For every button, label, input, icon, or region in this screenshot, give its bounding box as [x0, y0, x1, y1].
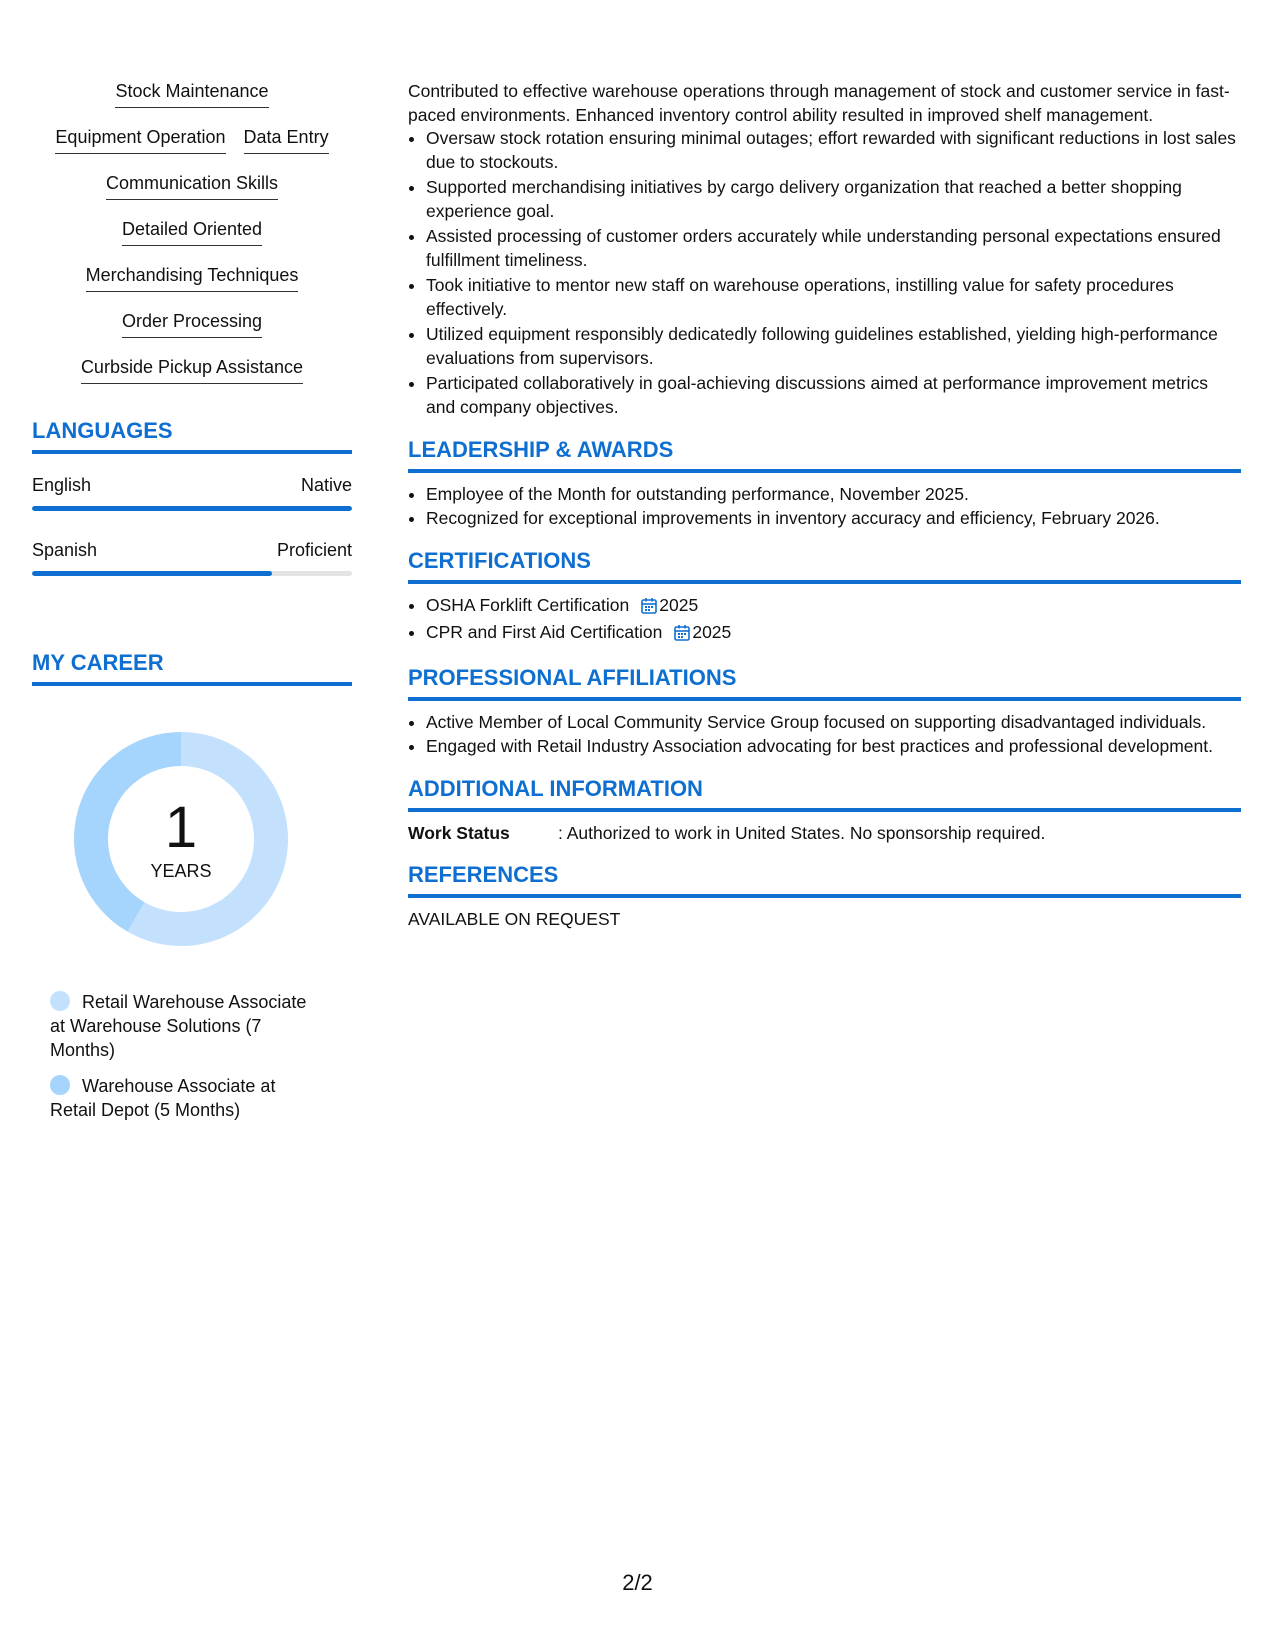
legend-dot [50, 1075, 70, 1095]
legend-item [50, 990, 320, 1062]
certification-name: OSHA Forklift Certification [426, 595, 630, 615]
leadership-section [408, 437, 1241, 530]
list-item: • Took initiative to mentor new staff on warehouse operations, instilling value for safety procedures effectively. [426, 274, 1241, 321]
skill-tag: Communication Skills [106, 172, 278, 200]
affiliations-section [408, 665, 1241, 758]
language-item [32, 539, 352, 576]
language-level: Proficient [276, 540, 352, 560]
skill-tag: Detailed Oriented [122, 218, 262, 246]
experience-summary: Contributed to effective warehouse operations through management of stock and customer service in fast-paced environments. Enhanced inventory control ability resulted in improved shelf management. [408, 81, 1230, 125]
work-status-row [408, 822, 1241, 844]
certifications-heading: CERTIFICATIONS [408, 548, 1241, 584]
skill-tag: Curbside Pickup Assistance [81, 356, 303, 384]
calendar-icon [674, 624, 690, 648]
skill-tag: Stock Maintenance [115, 80, 268, 108]
list-item: • Recognized for exceptional improvements in inventory accuracy and efficiency, February 2026. [426, 507, 1241, 531]
skill-tag: Equipment Operation [55, 126, 225, 154]
references-heading: REFERENCES [408, 862, 1241, 898]
references-text: AVAILABLE ON REQUEST [408, 909, 621, 929]
language-bar [32, 506, 352, 511]
work-status-label: Work Status [408, 823, 510, 843]
language-name: Spanish [32, 540, 98, 560]
work-status-value: : Authorized to work in United States. No sponsorship required. [558, 823, 1046, 843]
certification-year: 2025 [692, 621, 732, 642]
list-item: • Assisted processing of customer orders accurately while understanding personal expectations ensured fulfillment timeliness. [426, 225, 1241, 272]
language-level: Native [300, 475, 352, 495]
legend-item [50, 1074, 320, 1122]
legend-label: Retail Warehouse Associate at Warehouse Solutions (7 Months) [50, 992, 307, 1060]
list-item: • Active Member of Local Community Service Group focused on supporting disadvantaged individuals. [426, 711, 1241, 735]
language-bar-fill [32, 506, 352, 511]
skill-tag: Data Entry [244, 126, 329, 154]
certification-year: 2025 [659, 595, 699, 615]
career-total: 1 [164, 794, 198, 860]
languages-section [32, 418, 352, 576]
legend-label: Warehouse Associate at Retail Depot (5 Months) [50, 1076, 276, 1120]
sidebar [32, 80, 352, 1134]
certification-item [426, 594, 1241, 621]
skill-tag: Order Processing [122, 310, 262, 338]
career-legend [50, 990, 320, 1122]
calendar-icon [641, 597, 657, 621]
career-section [32, 650, 352, 1122]
additional-info-section [408, 776, 1241, 844]
certifications-section [408, 548, 1241, 647]
main-content [408, 80, 1241, 930]
language-bar [32, 571, 352, 576]
list-item: • Employee of the Month for outstanding performance, November 2025. [426, 483, 1241, 507]
page-number: 2/2 [622, 1570, 653, 1595]
certification-name: CPR and First Aid Certification [426, 621, 663, 642]
skill-tag: Merchandising Techniques [86, 264, 299, 292]
language-name: English [32, 475, 92, 495]
leadership-heading: LEADERSHIP & AWARDS [408, 437, 1241, 473]
experience-bullets [408, 127, 1241, 419]
languages-heading: LANGUAGES [32, 418, 352, 454]
list-item: • Supported merchandising initiatives by cargo delivery organization that reached a better shopping experience goal. [426, 176, 1241, 223]
list-item: • Oversaw stock rotation ensuring minimal outages; effort rewarded with significant reductions in lost sales due to stockouts. [426, 127, 1241, 174]
affiliations-heading: PROFESSIONAL AFFILIATIONS [408, 665, 1241, 701]
certification-item [426, 621, 1241, 648]
list-item: • Utilized equipment responsibly dedicatedly following guidelines established, yielding high-performance evaluations from supervisors. [426, 323, 1241, 370]
list-item: • Participated collaboratively in goal-achieving discussions aimed at performance improvement metrics and company objectives. [426, 372, 1241, 419]
legend-dot [50, 991, 70, 1011]
skills-list [32, 80, 352, 384]
references-section [408, 862, 1241, 930]
career-heading: MY CAREER [32, 650, 352, 686]
donut-center [66, 724, 296, 954]
list-item: • Engaged with Retail Industry Association advocating for best practices and professional development. [426, 735, 1241, 759]
additional-info-heading: ADDITIONAL INFORMATION [408, 776, 1241, 812]
career-donut-chart [66, 724, 296, 954]
language-bar-fill [32, 571, 272, 576]
language-item [32, 474, 352, 511]
career-unit: YEARS [150, 860, 212, 881]
